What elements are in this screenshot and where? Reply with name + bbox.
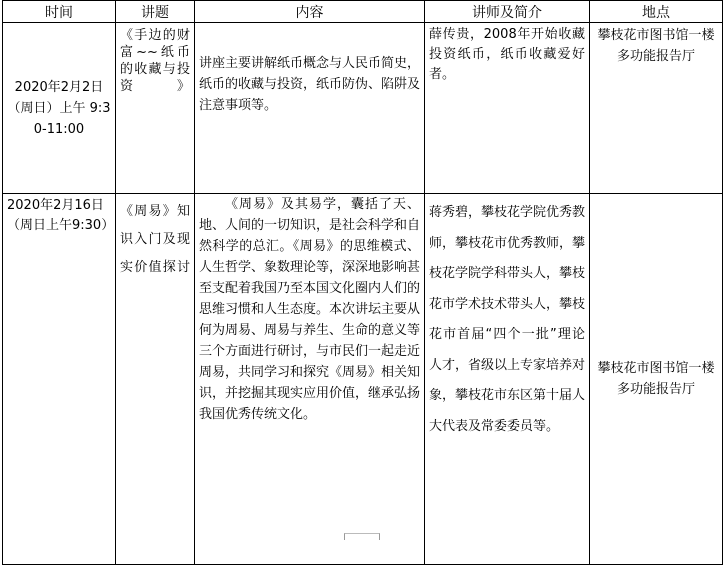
- table-row: [3, 194, 723, 565]
- header-time: 时间: [3, 1, 116, 23]
- header-location: 地点: [590, 1, 723, 23]
- cell-content: 《周易》及其易学，囊括了天、地、人间的一切知识，是社会科学和自然科学的总汇。《周易》的思维模式、人生哲学、象数理论等，深深地影响甚至支配着我国乃至本国文化圈内人们的思维习惯和人生态度。本次讲坛主要从何为周易、周易与养生、生命的意义等三个方面进行研讨，与市民们一起走近周易，共同学习和探究《周易》相关知识，并挖掘其现实应用价值，继承弘扬我国优秀传统文化。: [195, 194, 425, 565]
- cell-topic: 《周易》知识入门及现实价值探讨: [116, 194, 195, 565]
- header-speaker: 讲师及简介: [425, 1, 590, 23]
- cell-speaker: 薛传贵，2008年开始收藏投资纸币，纸币收藏爱好者。: [425, 23, 590, 194]
- header-topic: 讲题: [116, 1, 195, 23]
- cell-time: 2020年2月16日（周日上午9:30）: [3, 194, 116, 565]
- cell-topic: 《手边的财富~~纸币的收藏与投资》: [116, 23, 195, 194]
- lecture-schedule-table: [2, 0, 723, 565]
- cell-content: 讲座主要讲解纸币概念与人民币简史，纸币的收藏与投资，纸币防伪、陷阱及注意事项等。: [195, 23, 425, 194]
- header-content: 内容: [195, 1, 425, 23]
- table-row: [3, 23, 723, 194]
- table-header-row: [3, 1, 723, 23]
- cell-time: 2020年2月2日 （周日）上午 9:30-11:00: [3, 23, 116, 194]
- cell-speaker: 蒋秀碧，攀枝花学院优秀教师，攀枝花市优秀教师，攀枝花学院学科带头人，攀枝花市学术技术带头人，攀枝花市首届“四个一批”理论人才，省级以上专家培养对象，攀枝花市东区第十届人大代表及常委委员等。: [425, 194, 590, 565]
- cell-location: 攀枝花市图书馆一楼多功能报告厅: [590, 23, 723, 194]
- cell-location: 攀枝花市图书馆一楼多功能报告厅: [590, 194, 723, 565]
